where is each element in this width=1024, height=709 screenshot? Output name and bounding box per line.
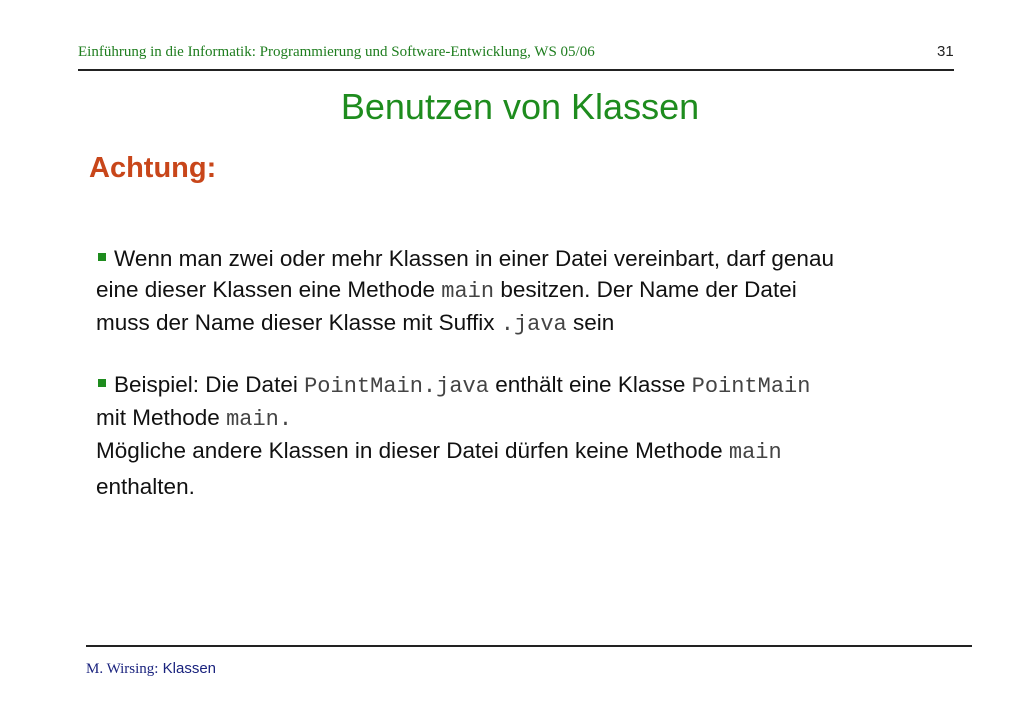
code-main-2: main: [728, 440, 782, 465]
course-header: Einführung in die Informatik: Programmierung und Software-Entwicklung, WS 05/06: [78, 44, 595, 60]
bullet1-line2-text-a: eine dieser Klassen eine Methode: [96, 277, 435, 302]
bullet1-line2-text-b: besitzen. Der Name der Datei: [500, 277, 797, 302]
footer-author: M. Wirsing:: [86, 661, 159, 677]
slide-footer: [86, 660, 216, 678]
footer-topic: Klassen: [162, 660, 217, 677]
code-java-suffix: .java: [500, 312, 567, 337]
header-divider: [78, 69, 954, 71]
bullet-paragraph-1: [96, 243, 834, 340]
slide-title: Benutzen von Klassen: [340, 86, 700, 127]
bullet2-line1-text-a: Beispiel: Die Datei: [114, 372, 298, 397]
bullet1-line1: Wenn man zwei oder mehr Klassen in einer Datei vereinbart, darf genau: [114, 246, 834, 271]
bullet2-line2-text-a: mit Methode: [96, 405, 220, 430]
bullet2-line3-text-a: Mögliche andere Klassen in dieser Datei dürfen keine Methode: [96, 438, 723, 463]
code-pointmain: PointMain: [691, 374, 811, 399]
bullet2-line4: enthalten.: [96, 474, 195, 499]
bullet-paragraph-2: [96, 369, 810, 502]
code-main: main: [441, 279, 495, 304]
square-bullet-icon: [98, 379, 106, 387]
code-pointmain-java: PointMain.java: [304, 374, 489, 399]
footer-divider: [86, 645, 972, 647]
square-bullet-icon: [98, 253, 106, 261]
page-number: 31: [937, 43, 954, 60]
warning-heading: Achtung:: [89, 152, 217, 184]
bullet1-line3-text-b: sein: [573, 310, 615, 335]
bullet2-line1-text-b: enthält eine Klasse: [495, 372, 686, 397]
code-main-dot: main.: [226, 407, 293, 432]
bullet1-line3-text-a: muss der Name dieser Klasse mit Suffix: [96, 310, 495, 335]
